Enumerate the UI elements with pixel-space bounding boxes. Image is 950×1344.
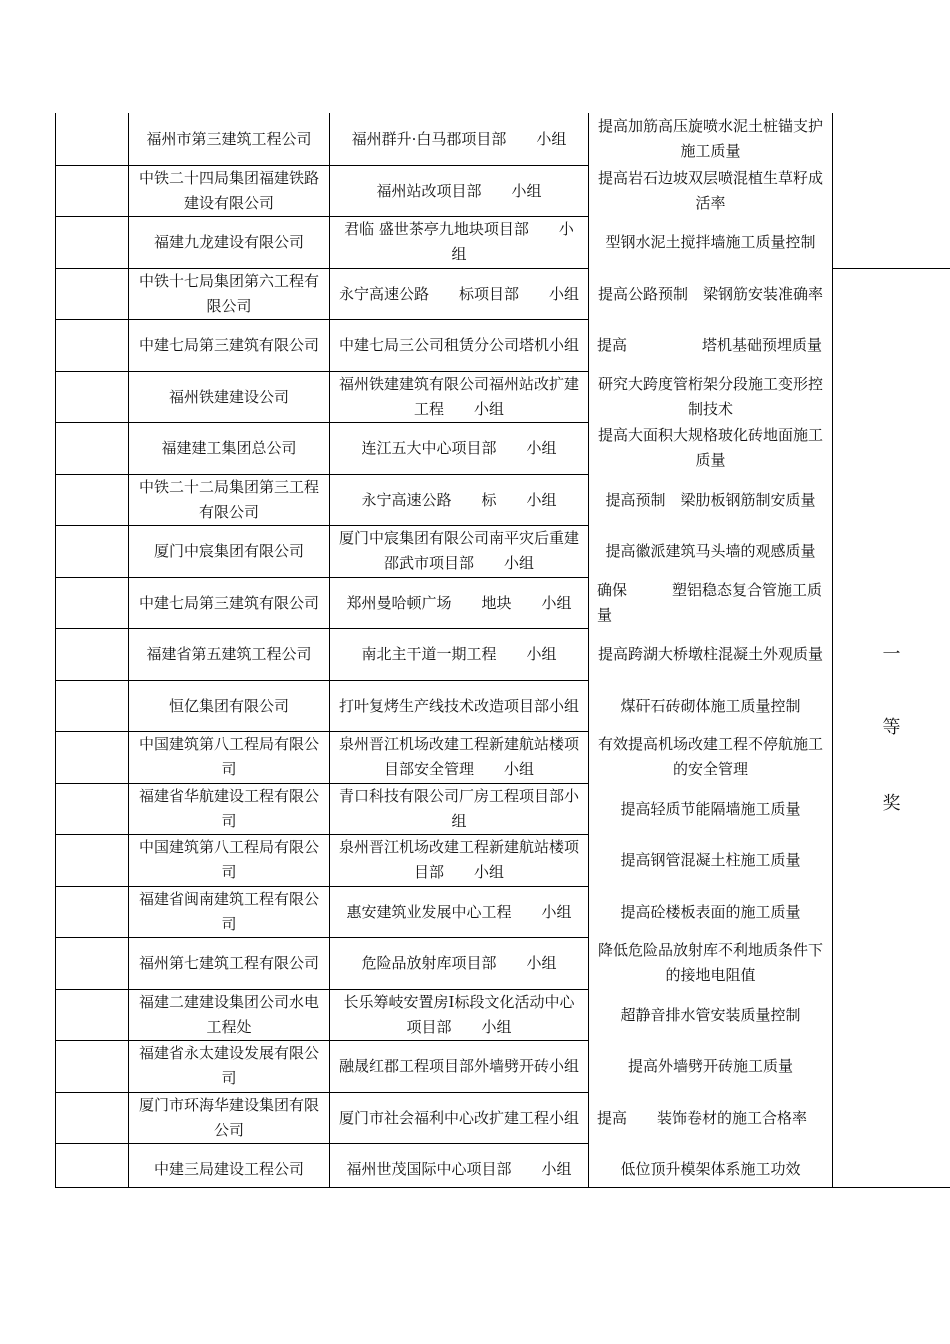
topic-cell: 提高 装饰卷材的施工合格率 bbox=[597, 1108, 808, 1127]
topic-cell: 有效提高机场改建工程不停航施工的安全管理 bbox=[597, 735, 823, 778]
award-column-top-rule bbox=[832, 268, 950, 269]
company-cell: 福建省永太建设发展有限公司 bbox=[138, 1044, 319, 1087]
company-cell: 厦门市环海华建设集团有限公司 bbox=[138, 1096, 319, 1139]
topic-cell: 提高预制 梁肋板钢筋制安质量 bbox=[605, 490, 816, 509]
topic-cell: 研究大跨度管桁架分段施工变形控制技术 bbox=[597, 375, 823, 418]
topic-cell: 煤矸石砖砌体施工质量控制 bbox=[620, 696, 801, 715]
company-cell: 福建省第五建筑工程公司 bbox=[146, 644, 312, 663]
company-cell: 福州第七建筑工程有限公司 bbox=[138, 953, 319, 972]
topic-cell: 提高公路预制 梁钢筋安装准确率 bbox=[597, 284, 823, 303]
company-cell: 福建建工集团总公司 bbox=[161, 438, 297, 457]
company-cell: 厦门中宸集团有限公司 bbox=[153, 541, 304, 560]
company-cell: 中建七局第三建筑有限公司 bbox=[138, 593, 319, 612]
topic-cell: 超静音排水管安装质量控制 bbox=[620, 1005, 801, 1024]
topic-cell: 提高轻质节能隔墙施工质量 bbox=[620, 799, 801, 818]
topic-cell: 提高岩石边坡双层喷混植生草籽成活率 bbox=[597, 169, 823, 212]
project-cell: 君临 盛世茶亭九地块项目部 小组 bbox=[344, 220, 574, 263]
topic-cell: 提高 塔机基础预埋质量 bbox=[597, 335, 823, 354]
company-cell: 福建省华航建设工程有限公司 bbox=[138, 787, 319, 830]
topic-cell: 提高跨湖大桥墩柱混凝土外观质量 bbox=[597, 644, 823, 663]
company-cell: 中铁二十四局集团福建铁路建设有限公司 bbox=[138, 169, 319, 212]
project-cell: 打叶复烤生产线技术改造项目部小组 bbox=[338, 696, 579, 715]
award-level-char-3: 奖 bbox=[882, 793, 901, 814]
topic-cell: 提高砼楼板表面的施工质量 bbox=[620, 902, 801, 921]
topic-cell: 提高大面积大规格玻化砖地面施工质量 bbox=[597, 426, 823, 469]
project-cell: 南北主干道一期工程 小组 bbox=[361, 644, 557, 663]
project-cell: 福州群升·白马郡项目部 小组 bbox=[351, 129, 567, 148]
project-cell: 泉州晋江机场改建工程新建航站楼项目部安全管理 小组 bbox=[338, 735, 579, 778]
project-cell: 泉州晋江机场改建工程新建航站楼项目部 小组 bbox=[338, 838, 579, 881]
project-cell: 长乐筹岐安置房Ⅰ标段文化活动中心项目部 小组 bbox=[343, 993, 575, 1036]
company-cell: 中国建筑第八工程局有限公司 bbox=[138, 735, 319, 778]
topic-cell: 提高加筋高压旋喷水泥土桩锚支护施工质量 bbox=[597, 117, 823, 160]
project-cell: 福州站改项目部 小组 bbox=[376, 181, 542, 200]
company-cell: 中铁十七局集团第六工程有限公司 bbox=[138, 272, 319, 315]
project-cell: 危险品放射库项目部 小组 bbox=[361, 953, 557, 972]
topic-cell: 提高钢管混凝土柱施工质量 bbox=[620, 850, 801, 869]
project-cell: 厦门中宸集团有限公司南平灾后重建邵武市项目部 小组 bbox=[338, 529, 579, 572]
topic-cell: 提高外墙劈开砖施工质量 bbox=[627, 1056, 793, 1075]
column-rule-0 bbox=[55, 113, 56, 1188]
company-cell: 中铁二十二局集团第三工程有限公司 bbox=[138, 478, 319, 521]
topic-cell: 型钢水泥土搅拌墙施工质量控制 bbox=[605, 232, 816, 251]
award-level-char-2: 等 bbox=[882, 717, 901, 738]
project-cell: 永宁高速公路 标项目部 小组 bbox=[338, 284, 579, 303]
project-cell: 惠安建筑业发展中心工程 小组 bbox=[346, 902, 572, 921]
topic-cell: 低位顶升模架体系施工功效 bbox=[620, 1159, 801, 1178]
company-cell: 福州市第三建筑工程公司 bbox=[146, 129, 312, 148]
company-cell: 中建三局建设工程公司 bbox=[153, 1159, 304, 1178]
project-cell: 福州铁建建筑有限公司福州站改扩建工程 小组 bbox=[338, 375, 579, 418]
topic-cell: 降低危险品放射库不利地质条件下的接地电阻值 bbox=[597, 941, 823, 984]
company-cell: 中国建筑第八工程局有限公司 bbox=[138, 838, 319, 881]
topic-cell: 提高徽派建筑马头墙的观感质量 bbox=[605, 541, 816, 560]
project-cell: 厦门市社会福利中心改扩建工程小组 bbox=[338, 1108, 579, 1127]
company-cell: 福建省闽南建筑工程有限公司 bbox=[138, 890, 319, 933]
company-cell: 中建七局第三建筑有限公司 bbox=[138, 335, 319, 354]
topic-cell: 确保 塑铝稳态复合管施工质量 bbox=[597, 581, 823, 624]
project-cell: 融晟红郡工程项目部外墙劈开砖小组 bbox=[338, 1056, 579, 1075]
company-cell: 福州铁建建设公司 bbox=[168, 387, 289, 406]
award-level-char-1: 一 bbox=[882, 644, 901, 665]
project-cell: 郑州曼哈顿广场 地块 小组 bbox=[346, 593, 572, 612]
project-cell: 连江五大中心项目部 小组 bbox=[361, 438, 557, 457]
project-cell: 永宁高速公路 标 小组 bbox=[361, 490, 557, 509]
project-cell: 中建七局三公司租赁分公司塔机小组 bbox=[338, 335, 579, 354]
company-cell: 福建二建建设集团公司水电工程处 bbox=[138, 993, 319, 1036]
project-cell: 青口科技有限公司厂房工程项目部小组 bbox=[338, 787, 579, 830]
company-cell: 恒亿集团有限公司 bbox=[168, 696, 289, 715]
project-cell: 福州世茂国际中心项目部 小组 bbox=[346, 1159, 572, 1178]
company-cell: 福建九龙建设有限公司 bbox=[153, 232, 304, 251]
